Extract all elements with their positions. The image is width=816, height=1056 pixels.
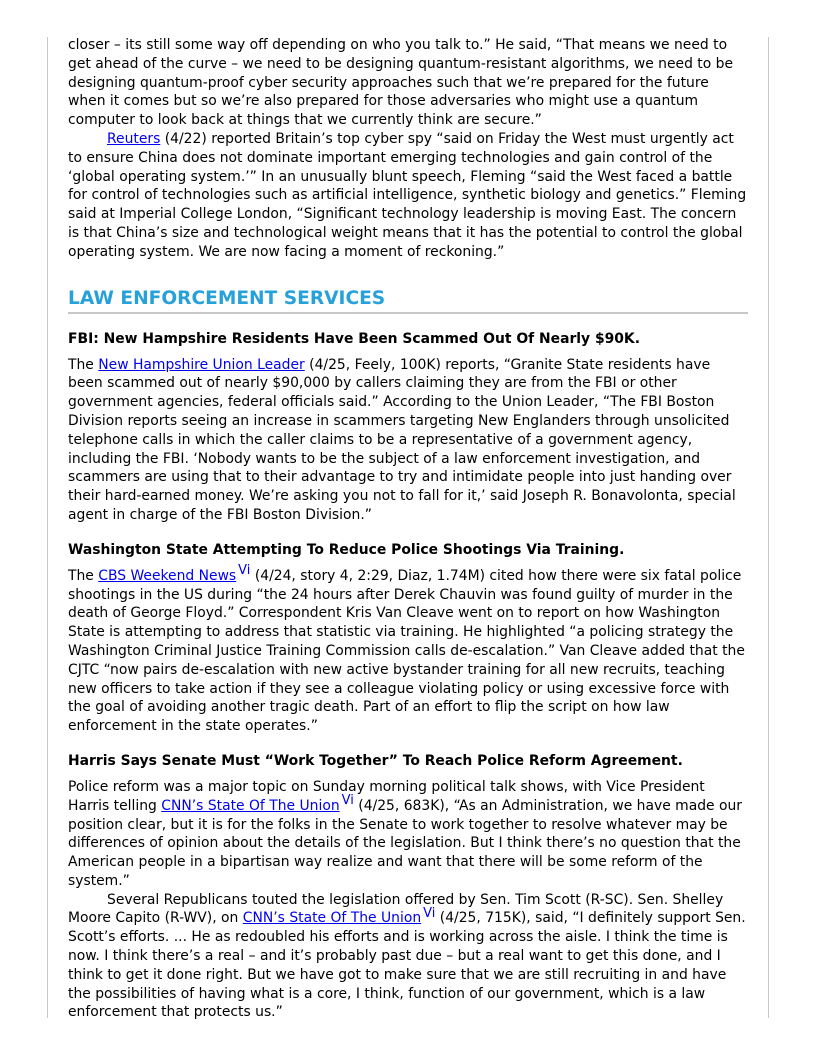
right-margin-rule [768,37,769,1018]
reuters-link[interactable]: Reuters [107,130,161,147]
cnn-state-of-union-link[interactable]: CNN’s State Of The Union [161,797,340,814]
article-body-washington: The CBS Weekend News Vi (4/24, story 4, 2:29, Diaz, 1.74M) cited how there were six fatal police shootings in the US during “the 24 hours after Derek Chauvin was found guilty of murder in the death of George Floyd.” Correspondent Kris Van Cleave went on to report on how Washington State is attempting to address that statistic via training. He highlighted “a policing strategy the Washington Criminal Justice Training Commission calls de-escalation.” Van Cleave added that the CJTC “now pairs de-escalation with new active bystander training for all new recruits, teaching new officers to take action if they see a colleague violating policy or using excessive force with the goal of avoiding another tragic death. Part of an effort to flip the script on how law enforcement in the state operates.” [68,563,745,735]
video-icon[interactable]: Vi [341,793,354,809]
article-headline-washington: Washington State Attempting To Reduce Police Shootings Via Training. [68,541,625,558]
cnn-state-of-union-link[interactable]: CNN’s State Of The Union [242,910,422,927]
intro-paragraph-2: Reuters (4/22) reported Britain’s top cyber spy “said on Friday the West must urgently act to ensure China does not dominate important emerging technologies and gain control of the ‘global operating system.’” In an unusually blunt speech, Fleming “said the West faced a battle for control of technologies such as artificial intelligence, synthetic biology and genetics.” Fleming said at Imperial College London, “Significant technology leadership is moving East. The concern is that China’s size and technological weight means that it has the potential to control the global operating system. We are now facing a moment of reckoning.” [68,130,747,260]
article-headline-fbi: FBI: New Hampshire Residents Have Been Scammed Out Of Nearly $90K. [68,330,640,347]
video-icon[interactable]: Vi [238,563,251,579]
document-content [68,36,748,1022]
article-headline-harris: Harris Says Senate Must “Work Together” To Reach Police Reform Agreement. [68,752,683,769]
union-leader-link[interactable]: New Hampshire Union Leader [98,356,305,373]
article-body-harris-1: Police reform was a major topic on Sunday morning political talk shows, with Vice President Harris telling CNN’s State Of The Union Vi (4/25, 683K), “As an Administration, we have made our position clear, but it is for the folks in the Senate to work together to resolve whatever may be differences of opinion about the details of the legislation. But I think there’s no question that the American people in a bipartisan way realize and want that there will be some reform of the system.” [68,778,743,889]
cbs-weekend-news-link[interactable]: CBS Weekend News [98,567,237,584]
video-icon[interactable]: Vi [423,905,436,921]
intro-paragraph-1: closer – its still some way off depending on who you talk to.” He said, “That means we need to get ahead of the curve – we need to be designing quantum-resistant algorithms, we need to be designing quantum-proof cyber security approaches such that we’re prepared for the future when it comes but so we’re also prepared for those adversaries who might use a quantum computer to look back at things that we currently think are secure.” [68,37,734,129]
left-margin-rule [47,37,48,1018]
article-body-harris-2: Several Republicans touted the legislation offered by Sen. Tim Scott (R-SC). Sen. Shelley Moore Capito (R-WV), on CNN’s State Of The Union Vi (4/25, 715K), said, “I definitely support Sen. Scott’s efforts. ... He as redoubled his efforts and is working across the aisle. I think the time is now. I think there’s a real – and it’s probably past due – but a real want to get this done, and I think to get it done right. But we have got to make sure that we are still recruiting in and have the possibilities of having what is a core, I think, function of our government, which is a law enforcement that protects us.” [68,891,746,1021]
section-heading-law-enforcement: LAW ENFORCEMENT SERVICES [68,288,748,314]
article-body-fbi: The New Hampshire Union Leader (4/25, Feely, 100K) reports, “Granite State residents have been scammed out of nearly $90,000 by callers claiming they are from the FBI or other government agencies, federal officials said.” According to the Union Leader, “The FBI Boston Division reports seeing an increase in scammers targeting New Englanders through unsolicited telephone calls in which the caller claims to be a representative of a government agency, including the FBI. ‘Nobody wants to be the subject of a law enforcement investigation, and scammers are using that to their advantage to try and intimidate people into just handing over their hard-earned money. We’re asking you not to fall for it,’ said Joseph R. Bonavolonta, special agent in charge of the FBI Boston Division.” [68,356,736,523]
